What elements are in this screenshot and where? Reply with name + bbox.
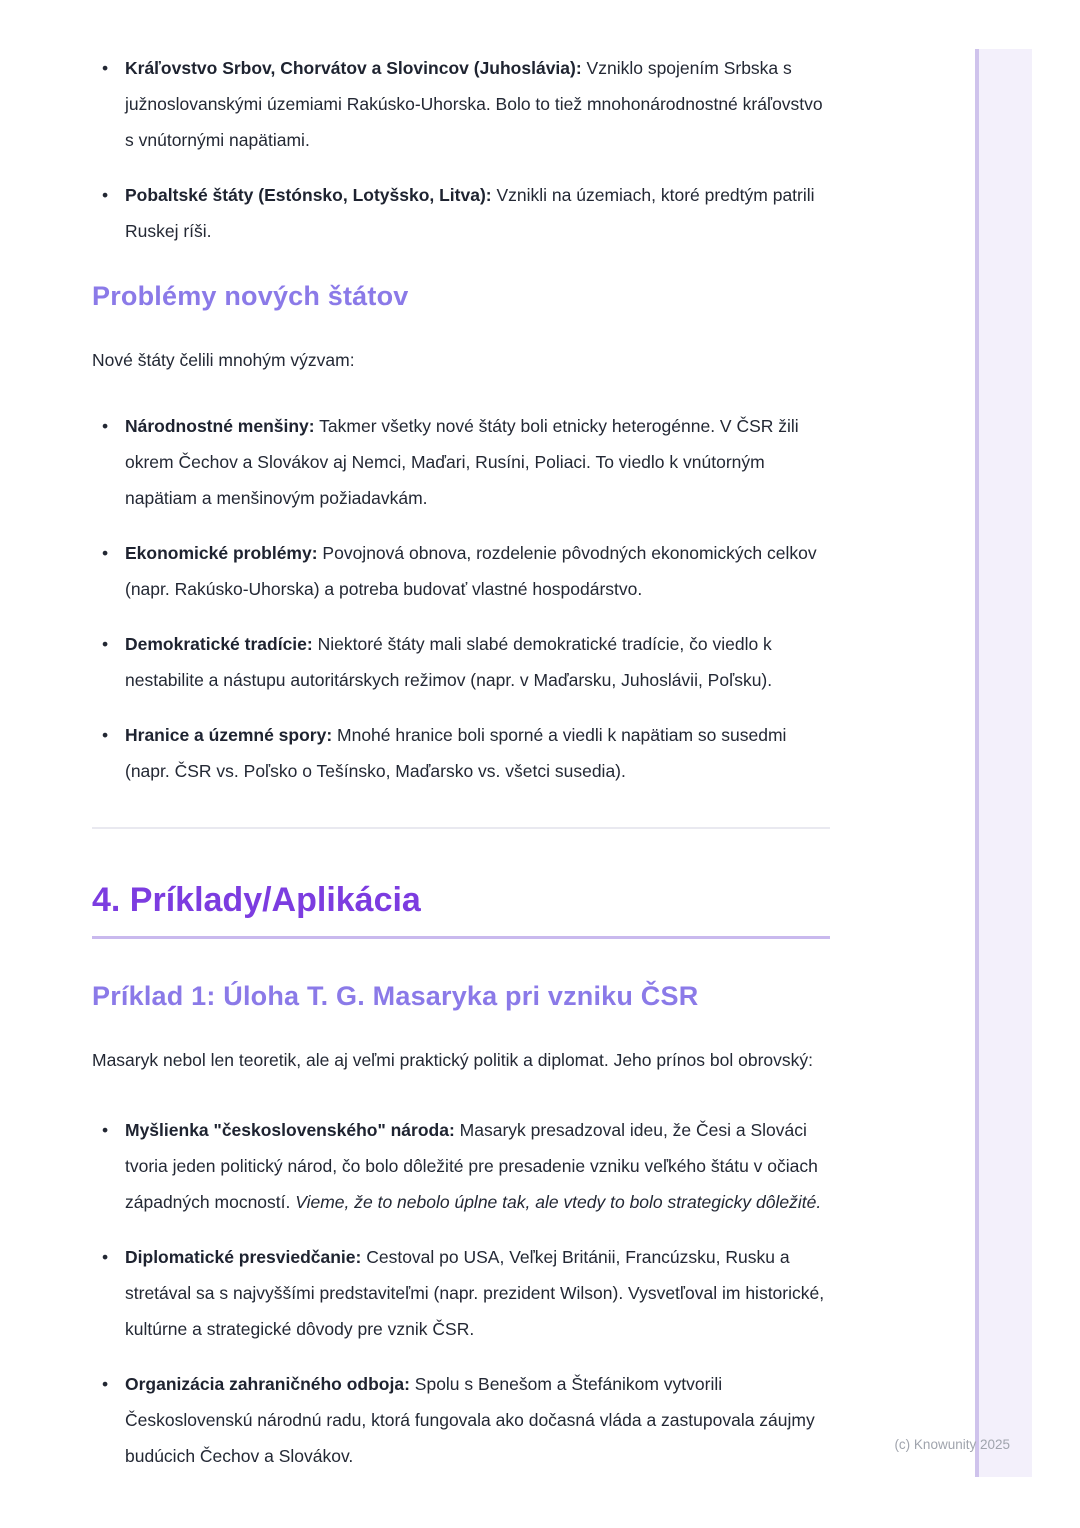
- bullet-text: Cestoval po USA, Veľkej Británii, Francúzsku, Rusku a stretával sa s najvyššími predstaviteľmi (napr. prezident Wilson). Vysvetľoval im historické, kultúrne a strategické dôvody pre vznik ČSR.: [125, 1247, 825, 1339]
- bullet-dot: •: [102, 543, 109, 563]
- problems-list: [92, 408, 830, 789]
- list-item: [92, 535, 830, 607]
- bullet-italic-note: Vieme, že to nebolo úplne tak, ale vtedy to bolo strategicky dôležité.: [290, 1192, 822, 1212]
- list-item: [92, 1366, 830, 1474]
- bullet-text: Vznikli na územiach, ktoré predtým patrili Ruskej ríši.: [125, 185, 815, 241]
- list-item: [92, 1112, 830, 1220]
- bullet-lead: Pobaltské štáty (Estónsko, Lotyšsko, Litva):: [125, 185, 492, 205]
- bullet-dot: •: [102, 1374, 109, 1394]
- copyright-notice: (c) Knowunity 2025: [894, 1437, 1010, 1452]
- example1-intro-paragraph: Masaryk nebol len teoretik, ale aj veľmi praktický politik a diplomat. Jeho prínos bol obrovský:: [92, 1050, 813, 1070]
- bullet-lead: Myšlienka "československého" národa:: [125, 1120, 455, 1140]
- examples-section-heading: 4. Príklady/Aplikácia: [92, 881, 830, 939]
- bullet-lead: Diplomatické presviedčanie:: [125, 1247, 362, 1267]
- bullet-lead: Kráľovstvo Srbov, Chorvátov a Slovincov (Juhoslávia):: [125, 58, 582, 78]
- bullet-lead: Ekonomické problémy:: [125, 543, 318, 563]
- list-item: [92, 177, 830, 249]
- bullet-text: Masaryk presadzoval ideu, že Česi a Slováci tvoria jeden politický národ, čo bolo dôležité pre presadenie vzniku veľkého štátu v očiach západných mocností.: [125, 1120, 818, 1212]
- bullet-dot: •: [102, 416, 109, 436]
- bullet-dot: •: [102, 58, 109, 78]
- section-divider: [92, 827, 830, 829]
- bullet-text: Niektoré štáty mali slabé demokratické tradície, čo viedlo k nestabilite a nástupu autoritárskych režimov (napr. v Maďarsku, Juhoslávii, Poľsku).: [125, 634, 773, 690]
- new-states-list: [92, 50, 830, 249]
- list-item: [92, 50, 830, 158]
- bullet-dot: •: [102, 185, 109, 205]
- bullet-lead: Hranice a územné spory:: [125, 725, 333, 745]
- example1-heading: Príklad 1: Úloha T. G. Masaryka pri vzniku ČSR: [92, 981, 699, 1011]
- page-margin-accent-bar: [975, 49, 1032, 1477]
- bullet-dot: •: [102, 1247, 109, 1267]
- list-item: [92, 717, 830, 789]
- bullet-dot: •: [102, 634, 109, 654]
- bullet-text: Povojnová obnova, rozdelenie pôvodných ekonomických celkov (napr. Rakúsko-Uhorska) a potreba budovať vlastné hospodárstvo.: [125, 543, 817, 599]
- bullet-text: Mnohé hranice boli sporné a viedli k napätiam so susedmi (napr. ČSR vs. Poľsko o Tešínsko, Maďarsko vs. všetci susedia).: [125, 725, 787, 781]
- bullet-text: Vzniklo spojením Srbska s južnoslovanskými územiami Rakúsko-Uhorska. Bolo to tiež mnohonárodnostné kráľovstvo s vnútornými napätiami.: [125, 58, 823, 150]
- document-content: [92, 0, 830, 1493]
- bullet-dot: •: [102, 725, 109, 745]
- problems-intro-paragraph: Nové štáty čelili mnohým výzvam:: [92, 350, 355, 370]
- list-item: [92, 1239, 830, 1347]
- list-item: [92, 626, 830, 698]
- bullet-lead: Národnostné menšiny:: [125, 416, 315, 436]
- bullet-lead: Organizácia zahraničného odboja:: [125, 1374, 410, 1394]
- bullet-dot: •: [102, 1120, 109, 1140]
- problems-section-heading: Problémy nových štátov: [92, 281, 409, 311]
- bullet-text: Spolu s Benešom a Štefánikom vytvorili Československú národnú radu, ktorá fungovala ako dočasná vláda a zastupovala záujmy budúcich Čechov a Slovákov.: [125, 1374, 815, 1466]
- example1-list: [92, 1112, 830, 1474]
- bullet-text: Takmer všetky nové štáty boli etnicky heterogénne. V ČSR žili okrem Čechov a Slovákov aj Nemci, Maďari, Rusíni, Poliaci. To viedlo k vnútorným napätiam a menšinovým požiadavkám.: [125, 416, 799, 508]
- list-item: [92, 408, 830, 516]
- bullet-lead: Demokratické tradície:: [125, 634, 313, 654]
